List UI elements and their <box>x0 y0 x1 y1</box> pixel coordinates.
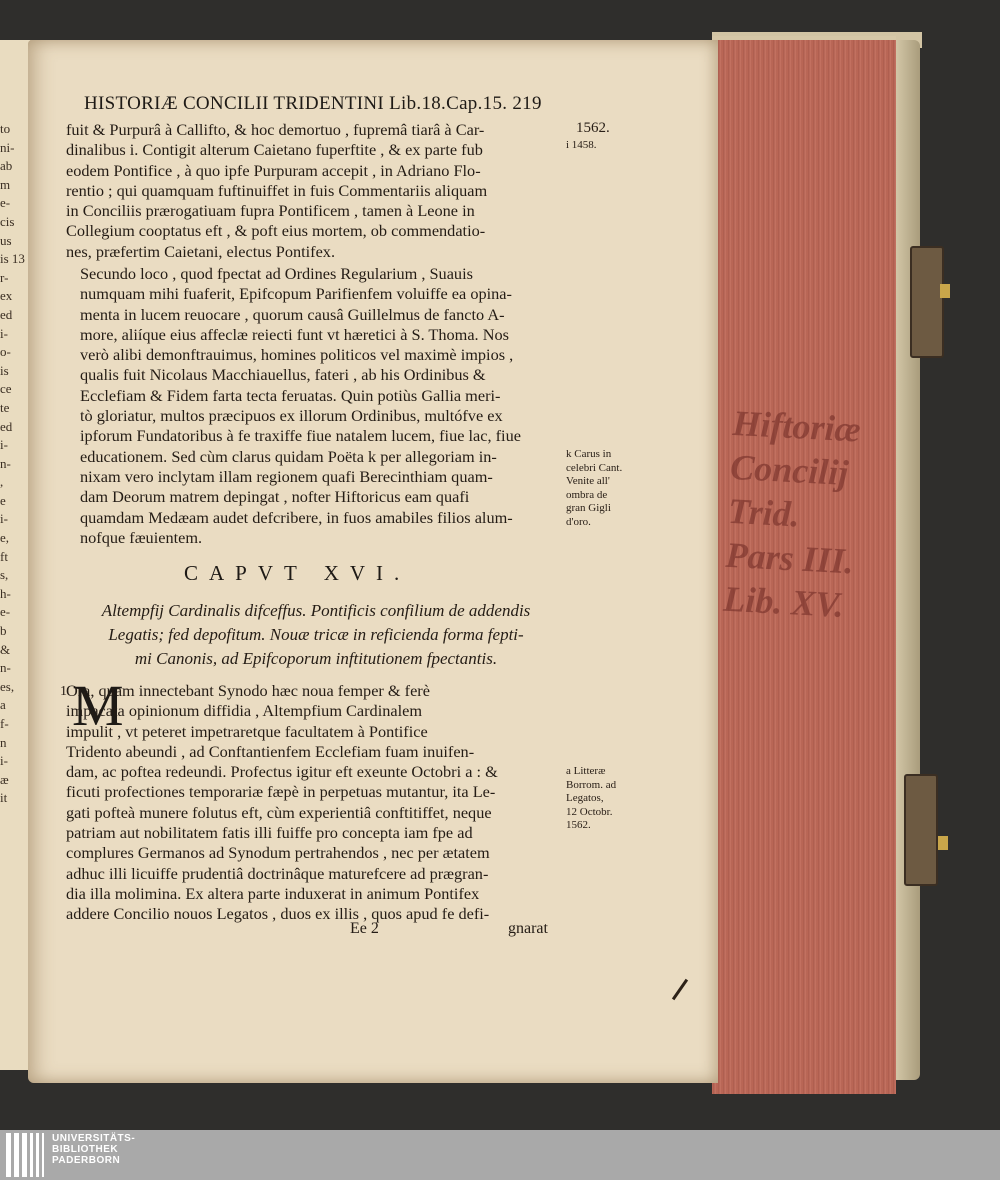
left-page-fragment: is <box>0 362 9 378</box>
text-line: Tridento abeundi , ad Conftantienfem Ecclefiam fuam inuifen- <box>66 741 475 761</box>
left-page-fragment: n- <box>0 660 11 676</box>
paragraph-1 <box>66 120 561 262</box>
left-page-fragment: ed <box>0 418 13 434</box>
left-page-fragment: b <box>0 623 7 639</box>
spine-line: Pars III. <box>724 534 855 582</box>
chapter-title: CAPVT XVI. <box>184 561 411 585</box>
spine-line: Hiftoriæ <box>731 402 862 450</box>
left-page-fragment: h- <box>0 585 11 601</box>
left-page-fragment: & <box>0 641 11 657</box>
left-page-fragment: n- <box>0 455 11 471</box>
text-line: qualis fuit Nicolaus Macchiauellus, fateri , ab his Ordinibus & <box>80 365 486 385</box>
margin-year: 1562. <box>576 120 610 136</box>
margin-note-line: 1562. <box>566 819 591 831</box>
margin-note-line: Legatos, <box>566 792 604 804</box>
left-page-fragment: us <box>0 232 12 248</box>
text-line: adhuc illi licuiffe prudentiâ doctrinâque maturefcere ad prægran- <box>66 863 489 883</box>
catchword: gnarat <box>508 920 548 937</box>
text-line: rentio ; qui quamquam fuftinuiffet in fuis Commentariis aliquam <box>66 180 488 200</box>
margin-note-line: ombra de <box>566 488 608 501</box>
text-line: quamdam Medæam audet defcribere, in fuos amabiles filios alum- <box>80 507 513 527</box>
text-line: ficuti profectiones temporariæ fæpè in perpetuas mutantur, ita Le- <box>66 782 496 802</box>
left-page-fragment: s, <box>0 567 9 583</box>
margin-note-line: a Litteræ <box>566 765 606 777</box>
margin-note-line: 12 Octobr. <box>566 805 613 818</box>
left-page-fragment: cis <box>0 213 15 229</box>
section-number: 1 <box>60 684 67 699</box>
left-page-fragment: ce <box>0 381 12 397</box>
left-page-fragment: ft <box>0 548 8 564</box>
text-line: nixam vero inclytam illam regionem quafi Berecinthiam quam- <box>80 466 493 486</box>
text-line: menta in lucem reuocare , quorum causâ Guillelmus de fancto A- <box>80 304 505 324</box>
library-name-line: PADERBORN <box>52 1155 121 1166</box>
left-page-fragment: e- <box>0 604 11 620</box>
text-line: tò gloriatur, multos præcipuos ex illorum Ordinibus, multófve ex <box>80 406 503 426</box>
text-line: impulit , vt peteret impetraretque facultatem à Pontifice <box>66 721 428 741</box>
text-line: dam, ac poftea redeundi. Profectus igitur eft exeunte Octobri a : & <box>66 762 498 782</box>
left-page-fragment: te <box>0 399 10 415</box>
text-line: verò alibi demonftrauimus, homines politicos vel maximè impios , <box>80 345 514 365</box>
margin-note-k <box>566 448 622 529</box>
text-line: nes, præfertim Caietani, electus Pontifex. <box>66 241 336 261</box>
text-line: Collegium cooptatus eft , & poft eius mortem, ob commendatio- <box>66 221 486 241</box>
text-line: educationem. Sed cùm clarus quidam Poëta k per allegoriam in- <box>80 446 497 466</box>
left-page-fragment: it <box>0 790 8 806</box>
left-page-fragment: , <box>0 474 4 490</box>
spine-lettering <box>722 401 893 629</box>
left-page-fragment: ni- <box>0 139 15 155</box>
text-line: dam Deorum matrem depingat , nofter Hiftoricus eam quafi <box>80 487 470 507</box>
left-page-fragment: m <box>0 176 11 192</box>
text-line: ipforum Fundatoribus à fe traxiffe fiue natalem lucem, fiue lac, fiue <box>80 426 521 446</box>
left-page-fragment: e <box>0 492 6 508</box>
paragraph-2 <box>66 264 575 548</box>
margin-note-line: celebri Cant. <box>566 461 623 474</box>
upper-clasp <box>910 246 944 358</box>
chapter-summary <box>66 599 566 671</box>
left-page-fragment: to <box>0 121 11 136</box>
drop-cap: M <box>72 673 124 738</box>
text-line: Ora, quam innectebant Synodo hæc noua femper & ferè <box>66 681 430 700</box>
text-line: Ecclefiam & Fidem farta tecta feruatas. Quin potiùs Gallia meri- <box>80 385 501 405</box>
margin-note-line: Venite all' <box>566 475 610 487</box>
text-line: eodem Pontifice , à quo ipfe Purpuram accepit , in Adriano Flo- <box>66 160 481 180</box>
library-name-line: BIBLIOTHEK <box>52 1144 119 1155</box>
left-page-text-fragments <box>0 120 30 808</box>
left-page-fragment: i- <box>0 511 8 527</box>
left-page-fragment: i- <box>0 325 8 341</box>
library-name <box>52 1133 135 1166</box>
spine-line: Lib. XV. <box>722 578 845 625</box>
left-page-fragment: e- <box>0 195 11 211</box>
summary-line: Altempfij Cardinalis difceffus. Pontificis confilium de addendis <box>101 601 531 620</box>
left-page-fragment: ed <box>0 306 13 322</box>
footer-bar <box>0 1130 1000 1180</box>
library-name-line: UNIVERSITÄTS- <box>52 1133 136 1144</box>
text-line: dia illa molimina. Ex altera parte induxerat in animum Pontifex <box>66 883 480 903</box>
margin-note-line: Borrom. ad <box>566 778 617 791</box>
text-line: numquam mihi fuaferit, Epifcopum Parifienfem voluiffe ea opina- <box>80 284 512 304</box>
text-line: impacata opinionum diffidia , Altempfium Cardinalem <box>66 701 423 721</box>
left-page-fragment: a <box>0 697 6 713</box>
text-line: in Conciliis prærogatiuam fupra Pontificem , tamen à Leone in <box>66 201 475 221</box>
signature-mark: Ee 2 <box>350 920 379 937</box>
text-line: patriam aut nobilitatem fatis illi fuiffe pro concepta iam fpe ad <box>66 823 473 843</box>
margin-note-a <box>566 765 616 833</box>
left-page-fragment: i- <box>0 437 8 453</box>
left-page-fragment: r- <box>0 269 9 285</box>
text-line: nofque fæuientem. <box>80 527 203 547</box>
text-line: fuit & Purpurâ à Callifto, & hoc demortuo , fupremâ tiarâ à Car- <box>66 120 485 139</box>
margin-note-i: i 1458. <box>566 139 597 151</box>
running-header: HISTORIÆ CONCILII TRIDENTINI Lib.18.Cap.15. 219 <box>84 93 542 114</box>
left-page-fragment: e, <box>0 530 10 546</box>
margin-note-line: gran Gigli <box>566 502 611 514</box>
left-page-fragment: n <box>0 734 7 750</box>
left-page-fragment: o- <box>0 344 11 360</box>
left-page-fragment: æ <box>0 771 9 787</box>
text-line: dinalibus i. Contigit alterum Caietano fuperftite , & ex parte fub <box>66 140 483 160</box>
left-page-fragment: ab <box>0 158 13 174</box>
text-line: gati pofteà munere folutus eft, cùm experientiâ conftitiffet, neque <box>66 802 492 822</box>
margin-note-line: d'oro. <box>566 515 591 528</box>
left-page-fragment: is 13 <box>0 251 25 267</box>
margin-note-line: k Carus in <box>566 448 612 460</box>
left-page-fragment: f- <box>0 716 9 731</box>
text-line: Secundo loco , quod fpectat ad Ordines Regularium , Suauis <box>80 264 473 283</box>
summary-line: Legatis; fed depofitum. Nouæ tricæ in reficienda forma fepti- <box>108 625 524 644</box>
library-logo-icon <box>6 1133 48 1177</box>
left-page-fragment: es, <box>0 678 15 694</box>
summary-line: mi Canonis, ad Epifcoporum inftitutionem fpectantis. <box>134 649 498 668</box>
left-page-fragment: ex <box>0 288 13 304</box>
text-line: addere Concilio nouos Legatos , duos ex illis , quos apud fe defi- <box>66 904 490 924</box>
left-page-fragment: i- <box>0 753 8 769</box>
paragraph-3 <box>66 681 561 925</box>
lower-clasp <box>904 774 938 886</box>
spine-line: Concilij Trid. <box>727 446 850 535</box>
text-line: complures Germanos ad Synodum pertrahendos , nec per ætatem <box>66 843 490 863</box>
text-line: more, aliíque eius affeclæ reiecti funt vt hæretici à S. Thoma. Nos <box>80 324 509 344</box>
